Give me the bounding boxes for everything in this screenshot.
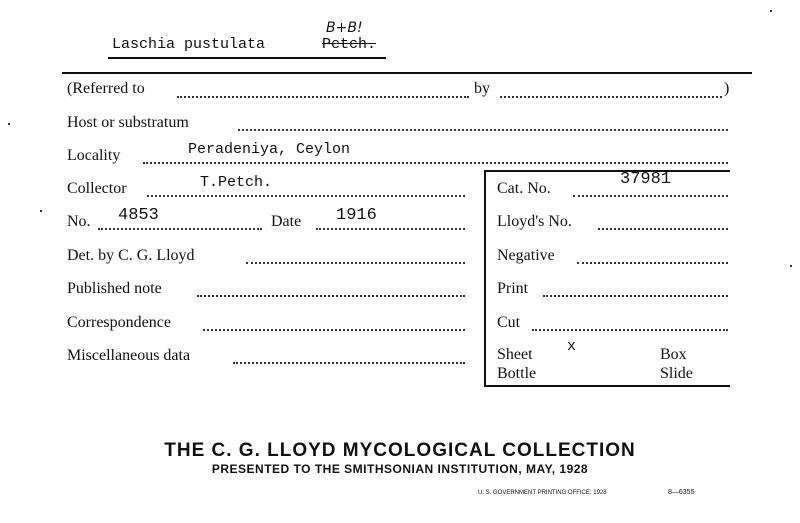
no-line bbox=[98, 228, 262, 230]
specimen-name: Laschia pustulata bbox=[112, 36, 266, 53]
handwritten-note: B+B! bbox=[326, 20, 363, 36]
specimen-author: Petch. bbox=[322, 36, 377, 53]
lloyds-no-label: Lloyd's No. bbox=[497, 213, 572, 230]
collection-title: THE C. G. LLOYD MYCOLOGICAL COLLECTION bbox=[164, 440, 636, 461]
det-by-line bbox=[246, 262, 465, 264]
close-paren: ) bbox=[724, 80, 730, 97]
collector-value: T.Petch. bbox=[200, 174, 273, 191]
correspondence-line bbox=[203, 329, 465, 331]
box-label: Box bbox=[660, 346, 687, 363]
scan-speck bbox=[770, 10, 772, 12]
cat-no-value: 37981 bbox=[620, 170, 672, 189]
header-rule bbox=[62, 72, 752, 74]
print-line bbox=[543, 295, 728, 297]
locality-label: Locality bbox=[67, 147, 121, 164]
published-line bbox=[197, 295, 465, 297]
cut-label: Cut bbox=[497, 314, 521, 331]
negative-label: Negative bbox=[497, 247, 555, 264]
collector-line bbox=[147, 195, 465, 197]
scan-speck bbox=[790, 265, 792, 267]
box-bottom bbox=[484, 385, 730, 387]
no-label: No. bbox=[67, 213, 91, 230]
date-value: 1916 bbox=[336, 206, 377, 225]
collector-label: Collector bbox=[67, 180, 127, 197]
date-label: Date bbox=[271, 213, 302, 230]
sheet-label: Sheet bbox=[497, 346, 533, 363]
referred-to-label: (Referred to bbox=[67, 80, 145, 97]
print-office-note: U. S. GOVERNMENT PRINTING OFFICE: 1928 bbox=[478, 490, 607, 496]
bottle-label: Bottle bbox=[497, 365, 537, 382]
correspondence-label: Correspondence bbox=[67, 314, 171, 331]
misc-label: Miscellaneous data bbox=[67, 347, 191, 364]
locality-line bbox=[143, 162, 728, 164]
by-line bbox=[500, 96, 722, 98]
host-label: Host or substratum bbox=[67, 114, 189, 131]
referred-to-line bbox=[177, 96, 469, 98]
misc-line bbox=[233, 362, 465, 364]
name-underline bbox=[108, 57, 386, 59]
cut-line bbox=[532, 329, 728, 331]
sheet-mark: x bbox=[567, 338, 577, 355]
date-line bbox=[316, 228, 465, 230]
lloyds-no-line bbox=[598, 228, 728, 230]
collection-subtitle: PRESENTED TO THE SMITHSONIAN INSTITUTION, MAY, 1928 bbox=[211, 462, 589, 476]
form-number: 8—6355 bbox=[668, 489, 695, 496]
no-value: 4853 bbox=[118, 206, 159, 225]
print-label: Print bbox=[497, 280, 529, 297]
cat-no-line bbox=[573, 195, 728, 197]
by-label: by bbox=[474, 80, 490, 97]
slide-label: Slide bbox=[660, 365, 693, 382]
negative-line bbox=[577, 262, 728, 264]
box-left bbox=[484, 170, 486, 387]
locality-value: Peradeniya, Ceylon bbox=[188, 141, 351, 158]
host-line bbox=[238, 129, 728, 131]
published-label: Published note bbox=[67, 280, 162, 297]
scan-speck bbox=[40, 210, 42, 212]
scan-speck bbox=[8, 123, 10, 125]
cat-no-label: Cat. No. bbox=[497, 180, 551, 197]
box-top bbox=[484, 170, 730, 172]
det-by-label: Det. by C. G. Lloyd bbox=[67, 247, 195, 264]
